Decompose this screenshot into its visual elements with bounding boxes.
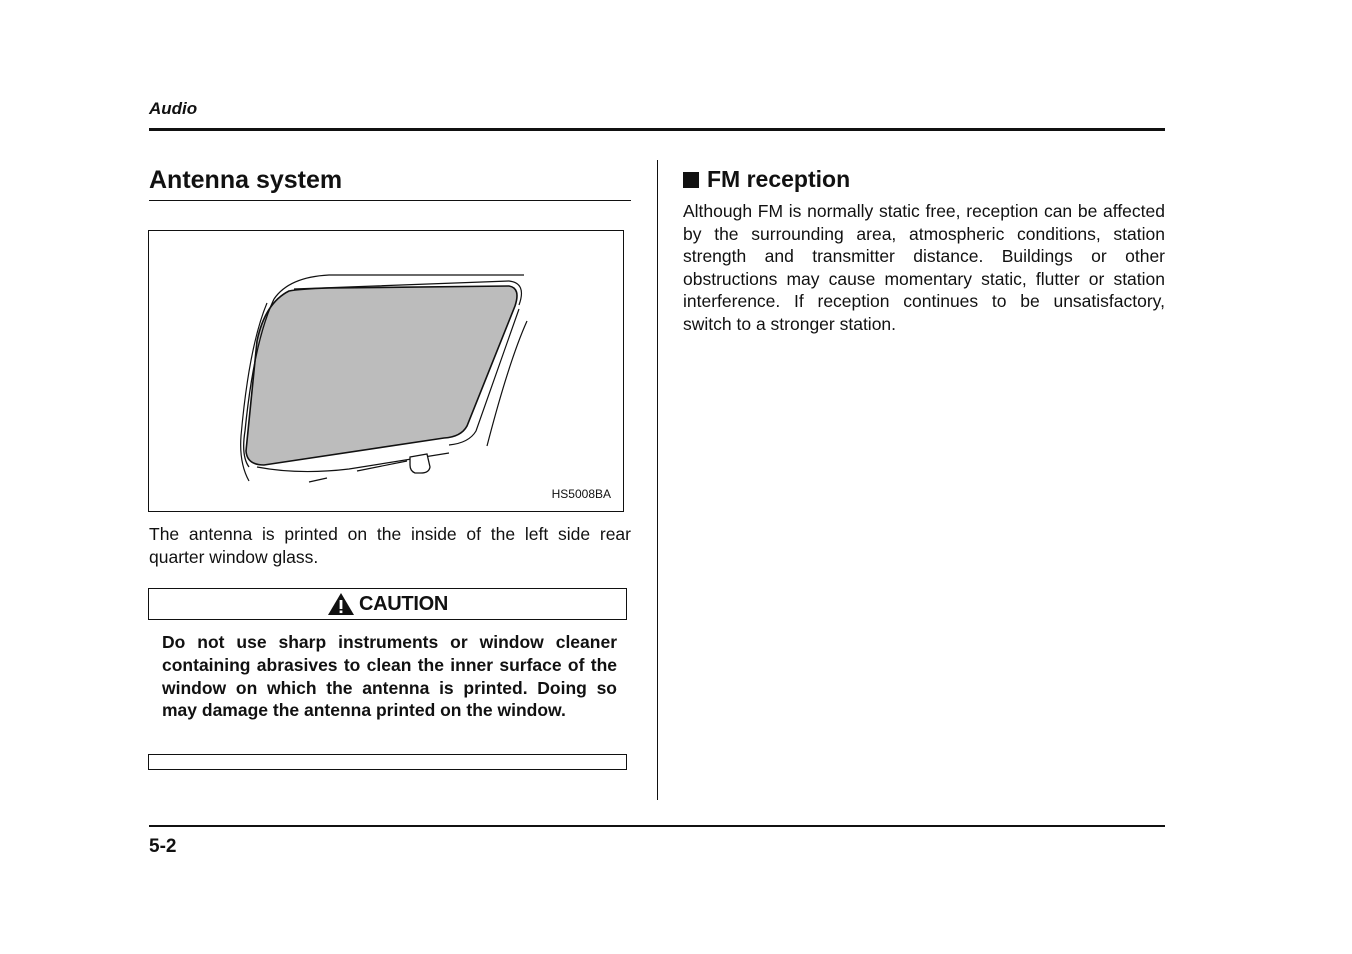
rear-quarter-window-antenna-illustration [149, 231, 625, 513]
fm-reception-heading [683, 166, 850, 193]
caution-footer-bar [148, 754, 627, 770]
column-divider [657, 160, 658, 800]
caution-text: Do not use sharp instruments or window cleaner containing abrasives to clean the inner surface of the window on which the antenna is printed. Doing so may damage the antenna printed on the window. [162, 632, 617, 721]
warning-triangle-icon [327, 592, 355, 616]
footer-rule [149, 825, 1165, 827]
black-square-bullet-icon [683, 172, 699, 188]
figure-code: HS5008BA [551, 487, 611, 501]
caution-header [148, 588, 627, 620]
fm-reception-body: Although FM is normally static free, reception can be affected by the surrounding area, atmospheric conditions, station strength and transmitter distance. Buildings or other obstructions may cause momentary static, flutter or station interference. If reception continues to be unsatisfactory, switch to a stronger station. [683, 201, 1165, 334]
antenna-figure [148, 230, 624, 512]
section-title: Antenna system [149, 166, 343, 194]
section-title-rule [149, 200, 631, 201]
header-rule [149, 128, 1165, 131]
fm-reception-title: FM reception [707, 166, 851, 192]
antenna-description: The antenna is printed on the inside of the left side rear quarter window glass. [149, 524, 631, 567]
section-header-label: Audio [149, 99, 198, 118]
page-number: 5-2 [149, 836, 177, 857]
caution-label: CAUTION [358, 592, 448, 615]
